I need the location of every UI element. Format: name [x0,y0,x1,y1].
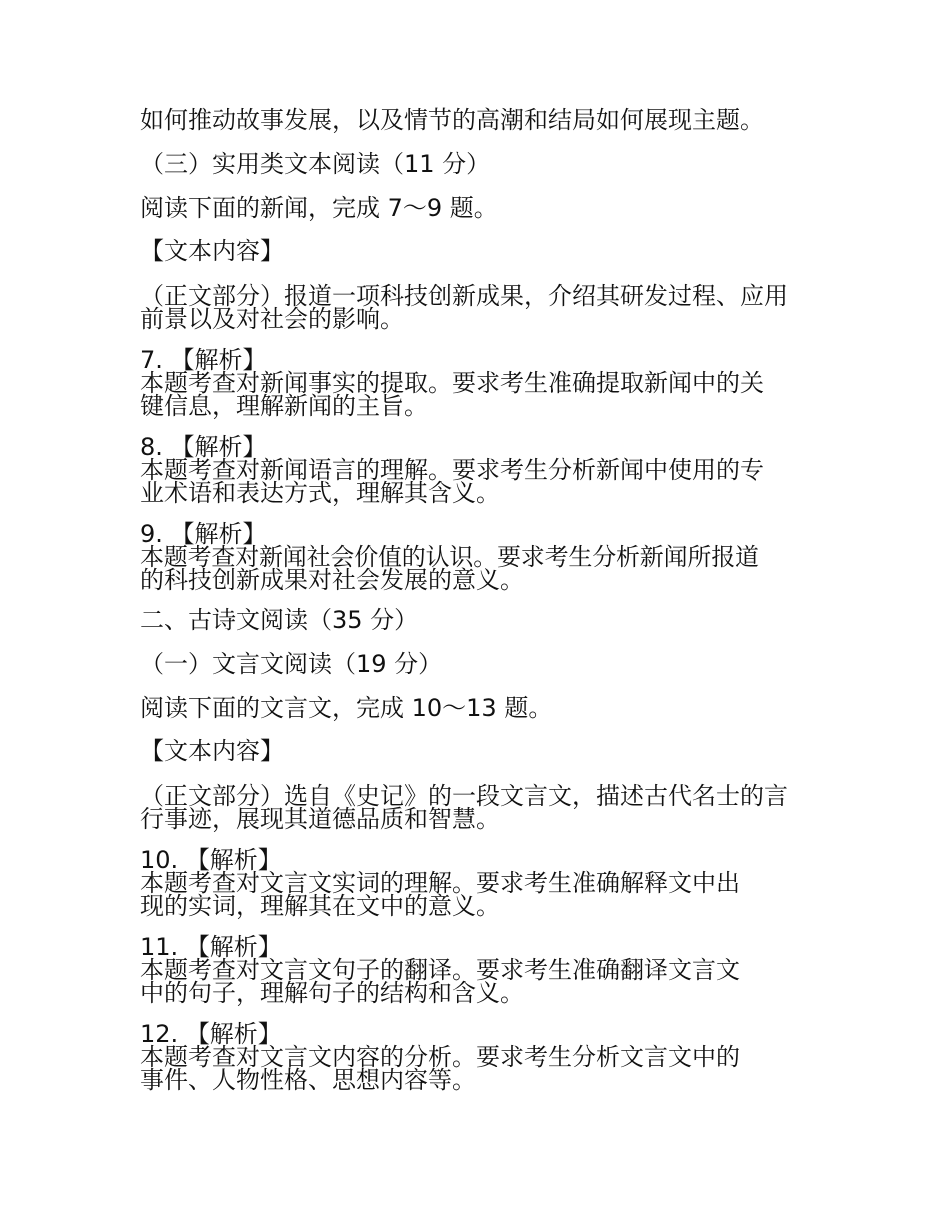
text-content-label: 【文本内容】 [140,237,284,265]
passage-line: 行事迹，展现其道德品质和智慧。 [140,805,500,833]
question-number: 7. 【解析】 [140,346,267,374]
instruction-line: 阅读下面的文言文，完成 10～13 题。 [140,694,553,722]
section-heading: （三）实用类文本阅读（11 分） [140,150,491,178]
analysis-line: 本题考查对文言文内容的分析。要求考生分析文言文中的 [140,1043,740,1071]
question-number: 12. 【解析】 [140,1020,282,1048]
passage-line: （正文部分）选自《史记》的一段文言文，描述古代名士的言 [140,782,788,810]
passage-line: 前景以及对社会的影响。 [140,305,404,333]
analysis-line: 本题考查对文言文实词的理解。要求考生准确解释文中出 [140,869,740,897]
text-content-label: 【文本内容】 [140,737,284,765]
analysis-line: 本题考查对新闻事实的提取。要求考生准确提取新闻中的关 [140,369,764,397]
analysis-line: 事件、人物性格、思想内容等。 [140,1066,476,1094]
analysis-line: 业术语和表达方式，理解其含义。 [140,479,500,507]
analysis-line: 现的实词，理解其在文中的意义。 [140,892,500,920]
analysis-line: 中的句子，理解句子的结构和含义。 [140,979,524,1007]
question-number: 10. 【解析】 [140,846,282,874]
question-number: 9. 【解析】 [140,520,267,548]
analysis-line: 键信息，理解新闻的主旨。 [140,392,428,420]
analysis-line: 本题考查对文言文句子的翻译。要求考生准确翻译文言文 [140,956,740,984]
analysis-line: 的科技创新成果对社会发展的意义。 [140,566,524,594]
passage-line: （正文部分）报道一项科技创新成果，介绍其研发过程、应用 [140,282,788,310]
question-number: 8. 【解析】 [140,433,267,461]
question-number: 11. 【解析】 [140,933,282,961]
analysis-line: 本题考查对新闻语言的理解。要求考生分析新闻中使用的专 [140,456,764,484]
analysis-line: 本题考查对新闻社会价值的认识。要求考生分析新闻所报道 [140,543,759,571]
section-heading: 二、古诗文阅读（35 分） [140,606,419,634]
text-line: 如何推动故事发展，以及情节的高潮和结局如何展现主题。 [140,106,764,134]
instruction-line: 阅读下面的新闻，完成 7～9 题。 [140,194,498,222]
subsection-heading: （一）文言文阅读（19 分） [140,650,443,678]
